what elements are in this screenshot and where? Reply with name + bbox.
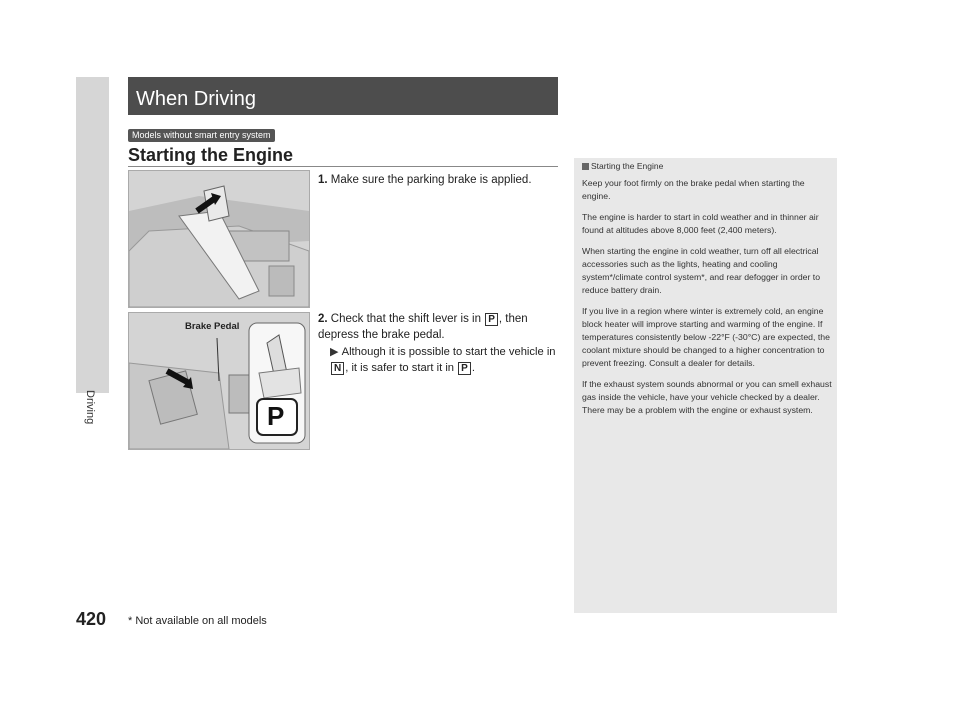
section-title-bar bbox=[128, 77, 558, 115]
sidebar-paragraph: Keep your foot firmly on the brake pedal when starting the engine. bbox=[582, 178, 805, 201]
section-title: When Driving bbox=[136, 88, 257, 110]
info-sidebar bbox=[574, 158, 837, 613]
step-2-note: ▶ Although it is possible to start the vehicle in N , it is safer to start it in P . bbox=[330, 346, 556, 374]
step-1: 1. Make sure the parking brake is applied. bbox=[318, 174, 532, 186]
chapter-tab bbox=[76, 77, 109, 393]
sidebar-title: Starting the Engine bbox=[582, 161, 663, 171]
brake-pedal-illustration bbox=[128, 312, 310, 450]
brake-pedal-callout: Brake Pedal bbox=[185, 321, 240, 332]
page-heading: Starting the Engine bbox=[128, 145, 294, 165]
sidebar-paragraph: The engine is harder to start in cold weather and in thinner air found at altitudes above 8,000 feet (2,400 meters). bbox=[582, 212, 819, 235]
gear-key-p: P bbox=[458, 362, 471, 375]
park-letter: P bbox=[267, 401, 285, 431]
page-number: 420 bbox=[76, 609, 107, 629]
note-icon bbox=[582, 163, 589, 170]
sidebar-paragraph: When starting the engine in cold weather, turn off all electrical accessories such as the lights, heating and cooling system*/climate control system*, and rear defogger in order to reduce battery drain. bbox=[582, 246, 821, 295]
step-2: 2. Check that the shift lever is in P , then depress the brake pedal. ▶ Although it is possible to start the vehicle in N , it is safer to start it in P . bbox=[318, 311, 558, 376]
heading-rule bbox=[128, 166, 558, 167]
gear-key-n: N bbox=[331, 362, 344, 375]
gear-key-p: P bbox=[485, 313, 498, 326]
sidebar-paragraph: If the exhaust system sounds abnormal or you can smell exhaust gas inside the vehicle, have your vehicle checked by a dealer. There may be a problem with the engine or exhaust system. bbox=[582, 379, 832, 415]
sidebar-paragraph: If you live in a region where winter is extremely cold, an engine block heater will improve starting and warming of the engine. If temperatures consistently below -22°F (-30°C) are expected, the coolant mixture should be changed to a higher concentration to prevent freezing. Consult a dealer for details. bbox=[582, 306, 830, 368]
chapter-label: Driving bbox=[84, 390, 96, 425]
shift-lever-illustration bbox=[128, 170, 310, 308]
model-badge: Models without smart entry system bbox=[128, 129, 275, 142]
footnote: * Not available on all models bbox=[128, 615, 267, 627]
sidebar-body bbox=[582, 177, 832, 425]
